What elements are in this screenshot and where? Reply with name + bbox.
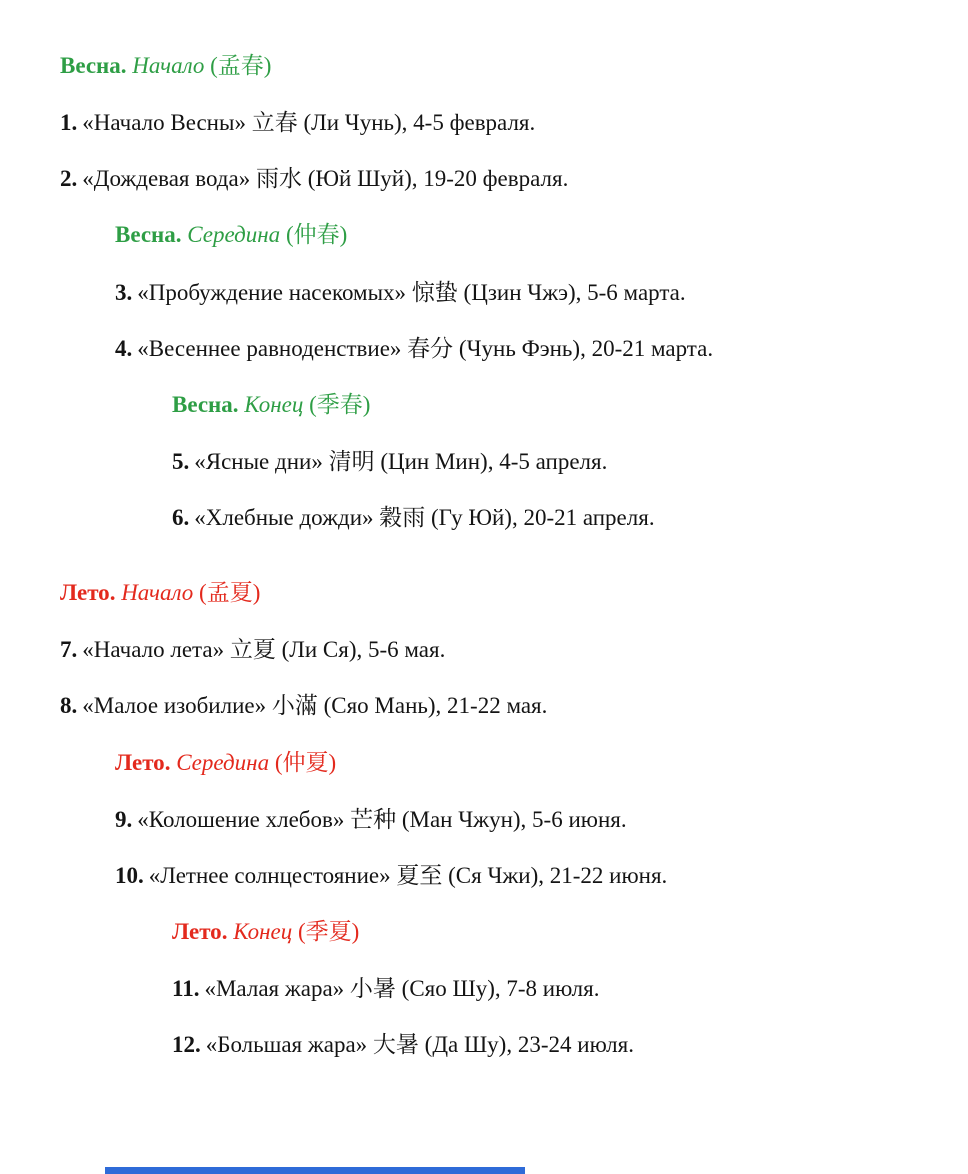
chinese-label: (孟春): [210, 53, 272, 78]
list-item: [172, 448, 940, 475]
item-number: 7.: [60, 637, 78, 663]
dot: .: [109, 580, 116, 606]
item-number: 11.: [172, 976, 200, 1001]
chinese-label: (季春): [309, 391, 371, 417]
list-item: [60, 636, 940, 663]
part-label: Начало: [121, 580, 194, 606]
dot: .: [164, 749, 171, 775]
list-item: [115, 279, 940, 306]
item-number: 12.: [172, 1032, 201, 1058]
part-label: Конец: [244, 391, 304, 417]
section-summer-middle: [60, 749, 940, 889]
season-label: Лето: [172, 918, 222, 944]
list-item: [60, 692, 940, 719]
list-item: [115, 806, 940, 833]
list-item: [172, 504, 940, 531]
dot: .: [120, 53, 127, 78]
list-item: [172, 975, 940, 1002]
part-label: Конец: [233, 918, 293, 944]
chinese-label: (季夏): [297, 918, 360, 944]
item-text: «Начало Весны» 立春 (Ли Чунь), 4-5 февраля.: [82, 110, 536, 136]
item-text: «Весеннее равноденствие» 春分 (Чунь Фэнь), 20-21 марта.: [137, 335, 714, 361]
item-number: 1.: [60, 110, 78, 136]
part-label: Середина: [176, 749, 270, 775]
season-label: Лето: [115, 749, 165, 775]
season-label: Весна: [172, 391, 233, 417]
chinese-label: (仲夏): [274, 749, 337, 775]
list-item: [60, 165, 940, 192]
list-item: [115, 862, 940, 889]
item-number: 6.: [172, 505, 190, 530]
part-label: Середина: [187, 222, 281, 248]
section-heading-summer-late: [172, 918, 940, 945]
season-label: Весна: [60, 53, 121, 78]
item-text: «Дождевая вода» 雨水 (Юй Шуй), 19-20 февраля.: [82, 166, 569, 192]
section-heading-spring-early: [60, 52, 940, 79]
item-number: 5.: [172, 448, 190, 474]
section-spring-middle: [60, 221, 940, 361]
item-text: «Колошение хлебов» 芒种 (Ман Чжун), 5-6 июня.: [137, 806, 627, 832]
part-label: Начало: [132, 53, 205, 78]
season-label: Лето: [60, 580, 110, 606]
item-text: «Хлебные дожди» 穀雨 (Гу Юй), 20-21 апреля.: [194, 505, 655, 530]
dot: .: [221, 918, 228, 944]
item-text: «Пробуждение насекомых» 惊蛰 (Цзин Чжэ), 5-6 марта.: [137, 279, 686, 305]
section-summer-late: [60, 918, 940, 1058]
section-spring-late: [60, 391, 940, 531]
section-heading-spring-late: [172, 391, 940, 418]
item-number: 4.: [115, 335, 133, 361]
item-number: 3.: [115, 279, 133, 305]
dot: .: [175, 222, 182, 248]
list-item: [115, 335, 940, 362]
item-text: «Начало лета» 立夏 (Ли Ся), 5-6 мая.: [82, 637, 446, 663]
partial-blue-bar: [105, 1167, 525, 1174]
item-text: «Ясные дни» 清明 (Цин Мин), 4-5 апреля.: [194, 448, 608, 474]
section-heading-spring-middle: [115, 221, 940, 248]
chinese-label: (孟夏): [199, 580, 261, 606]
chinese-label: (仲春): [285, 222, 348, 248]
section-summer-early: [60, 579, 940, 719]
section-heading-summer-middle: [115, 749, 940, 776]
list-item: [172, 1031, 940, 1058]
season-label: Весна: [115, 222, 176, 248]
item-number: 2.: [60, 166, 78, 192]
item-text: «Летнее солнцестояние» 夏至 (Ся Чжи), 21-22 июня.: [148, 862, 668, 888]
item-number: 9.: [115, 806, 133, 832]
item-text: «Малая жара» 小暑 (Сяо Шу), 7-8 июля.: [204, 976, 600, 1001]
item-number: 8.: [60, 693, 78, 719]
item-number: 10.: [115, 862, 144, 888]
item-text: «Большая жара» 大暑 (Да Шу), 23-24 июля.: [205, 1032, 634, 1058]
section-spring-early: [60, 52, 940, 192]
list-item: [60, 109, 940, 136]
section-heading-summer-early: [60, 579, 940, 606]
item-text: «Малое изобилие» 小滿 (Сяо Мань), 21-22 мая.: [82, 693, 548, 719]
dot: .: [232, 391, 239, 417]
